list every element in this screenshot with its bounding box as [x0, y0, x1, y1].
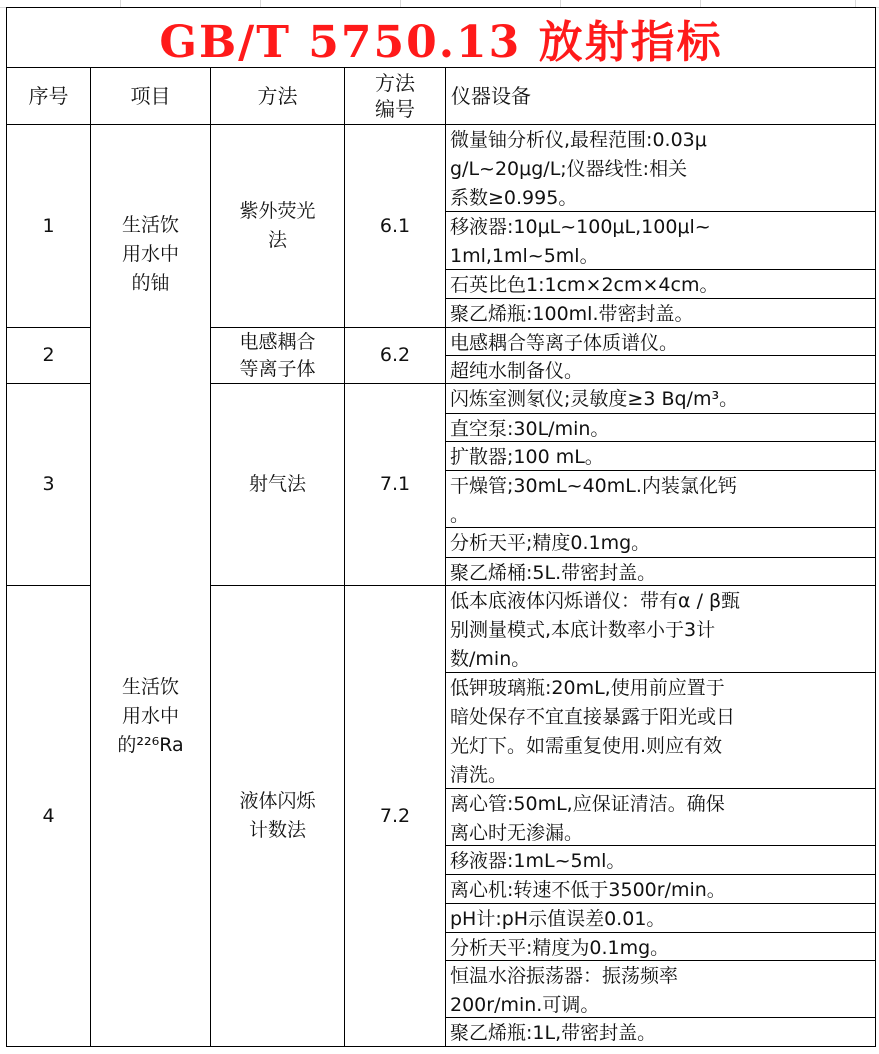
equipment-cell: [446, 328, 875, 355]
equipment-line: 电感耦合等离子体质谱仪。: [450, 332, 679, 354]
equipment-line: 离心时无渗漏。: [450, 822, 584, 844]
equipment-cell: [446, 904, 875, 932]
equipment-line: 离心机:转速不低于3500r/min。: [450, 879, 726, 901]
equipment-line: pH计:pH示值误差0.01。: [450, 908, 666, 930]
equipment-line: 分析天平;精度0.1mg。: [450, 532, 651, 554]
equipment-line: 微量铀分析仪,最程范围:0.03μ: [450, 129, 707, 151]
equipment-cell: [446, 384, 875, 413]
equipment-line: 200r/min.可调。: [450, 994, 600, 1016]
equipment-cell: [446, 270, 875, 298]
row-4-method-line-2: 计数法: [248, 819, 306, 841]
item-uranium: [91, 125, 210, 383]
equipment-line: 清洗。: [450, 764, 508, 786]
equipment-line: 闪炼室测氡仪;灵敏度≥3 Bq/m³。: [450, 388, 739, 410]
equipment-cell: [446, 442, 875, 470]
equipment-cell: [446, 471, 875, 527]
item-radium-line-1: 生活饮: [121, 675, 179, 698]
equipment-cell: [446, 212, 875, 269]
equipment-line: 干燥管;30mL~40mL.内装氯化钙: [450, 475, 737, 497]
equipment-line: 聚乙烯瓶:100ml.带密封盖。: [450, 303, 694, 325]
equipment-cell: [446, 875, 875, 903]
row-4-no: 4: [42, 804, 55, 827]
row-2-method: [211, 328, 344, 383]
row-1-method-line-1: 紫外荧光: [239, 200, 316, 222]
equipment-cell: [446, 1018, 875, 1046]
header-method-code: [345, 68, 445, 124]
row-1-method-line-2: 法: [267, 229, 287, 251]
equipment-cell: [446, 414, 875, 441]
row-3-code: 7.1: [379, 473, 411, 495]
item-uranium-line-3: 的铀: [131, 271, 170, 294]
sheet-title: GB/T 5750.13 放射指标: [6, 7, 876, 68]
equipment-cell: [446, 789, 875, 845]
header-code-line-2: 编号: [375, 97, 415, 121]
equipment-line: 聚乙烯瓶:1L,带密封盖。: [450, 1022, 657, 1044]
equipment-cell: [446, 673, 875, 788]
row-4-code: 7.2: [379, 804, 411, 827]
equipment-cell: [446, 299, 875, 327]
equipment-cell: [446, 528, 875, 557]
row-3-no: 3: [42, 473, 55, 495]
equipment-line: 低本底液体闪烁谱仪：带有α / β甄: [450, 590, 741, 612]
item-radium-line-2: 用水中: [121, 704, 179, 727]
header-no: 序号: [28, 84, 69, 108]
row-2-no: 2: [42, 344, 55, 366]
equipment-line: 超纯水制备仪。: [450, 360, 584, 382]
equipment-line: 移液器:10μL~100μL,100μl~: [450, 216, 711, 238]
equipment-line: 。: [450, 504, 470, 526]
header-item: 项目: [130, 84, 171, 108]
equipment-cell: [446, 846, 875, 874]
item-uranium-line-1: 生活饮: [121, 213, 179, 236]
equipment-cell: [446, 961, 875, 1017]
item-radium-line-3: 的²²⁶Ra: [117, 733, 184, 756]
equipment-cell: [446, 356, 875, 383]
equipment-line: 低钾玻璃瓶:20mL,使用前应置于: [450, 677, 725, 699]
row-2-code: 6.2: [379, 344, 411, 366]
equipment-line: 直空泵:30L/min。: [450, 418, 610, 440]
header-equipment: 仪器设备: [451, 84, 531, 108]
row-1-method: [211, 125, 344, 327]
equipment-line: 系数≥0.995。: [450, 187, 578, 209]
equipment-cell: [446, 125, 875, 211]
equipment-line: 移液器:1mL~5ml。: [450, 850, 626, 872]
equipment-line: 聚乙烯桶:5L.带密封盖。: [450, 562, 657, 584]
equipment-line: 数/min。: [450, 648, 531, 670]
item-uranium-line-2: 用水中: [121, 242, 179, 265]
row-4-method: [211, 586, 344, 1046]
row-2-method-line-2: 等离子体: [239, 357, 316, 380]
equipment-cell: [446, 586, 875, 672]
equipment-line: 1ml,1ml~5ml。: [450, 245, 599, 267]
equipment-line: g/L~20μg/L;仪器线性:相关: [450, 158, 688, 180]
equipment-cell: [446, 558, 875, 585]
row-2-method-line-1: 电感耦合: [239, 330, 316, 353]
equipment-line: 恒温水浴振荡器：振荡频率: [450, 965, 679, 987]
equipment-line: 离心管:50mL,应保证清洁。确保: [450, 793, 725, 815]
row-3-method: 射气法: [248, 473, 306, 495]
row-4-method-line-1: 液体闪烁: [239, 790, 316, 812]
row-1-no: 1: [42, 214, 55, 237]
equipment-line: 别测量模式,本底计数率小于3计: [450, 619, 716, 641]
equipment-cell: [446, 933, 875, 960]
equipment-line: 光灯下。如需重复使用.则应有效: [450, 735, 723, 757]
equipment-line: 扩散器;100 mL。: [450, 446, 604, 468]
equipment-line: 石英比色1:1cm×2cm×4cm。: [450, 274, 719, 296]
header-method: 方法: [257, 84, 298, 108]
item-radium: [91, 560, 210, 872]
header-code-line-1: 方法: [375, 71, 415, 95]
equipment-line: 暗处保存不宜直接暴露于阳光或日: [450, 706, 736, 728]
equipment-line: 分析天平:精度为0.1mg。: [450, 937, 670, 959]
row-1-code: 6.1: [379, 214, 411, 237]
